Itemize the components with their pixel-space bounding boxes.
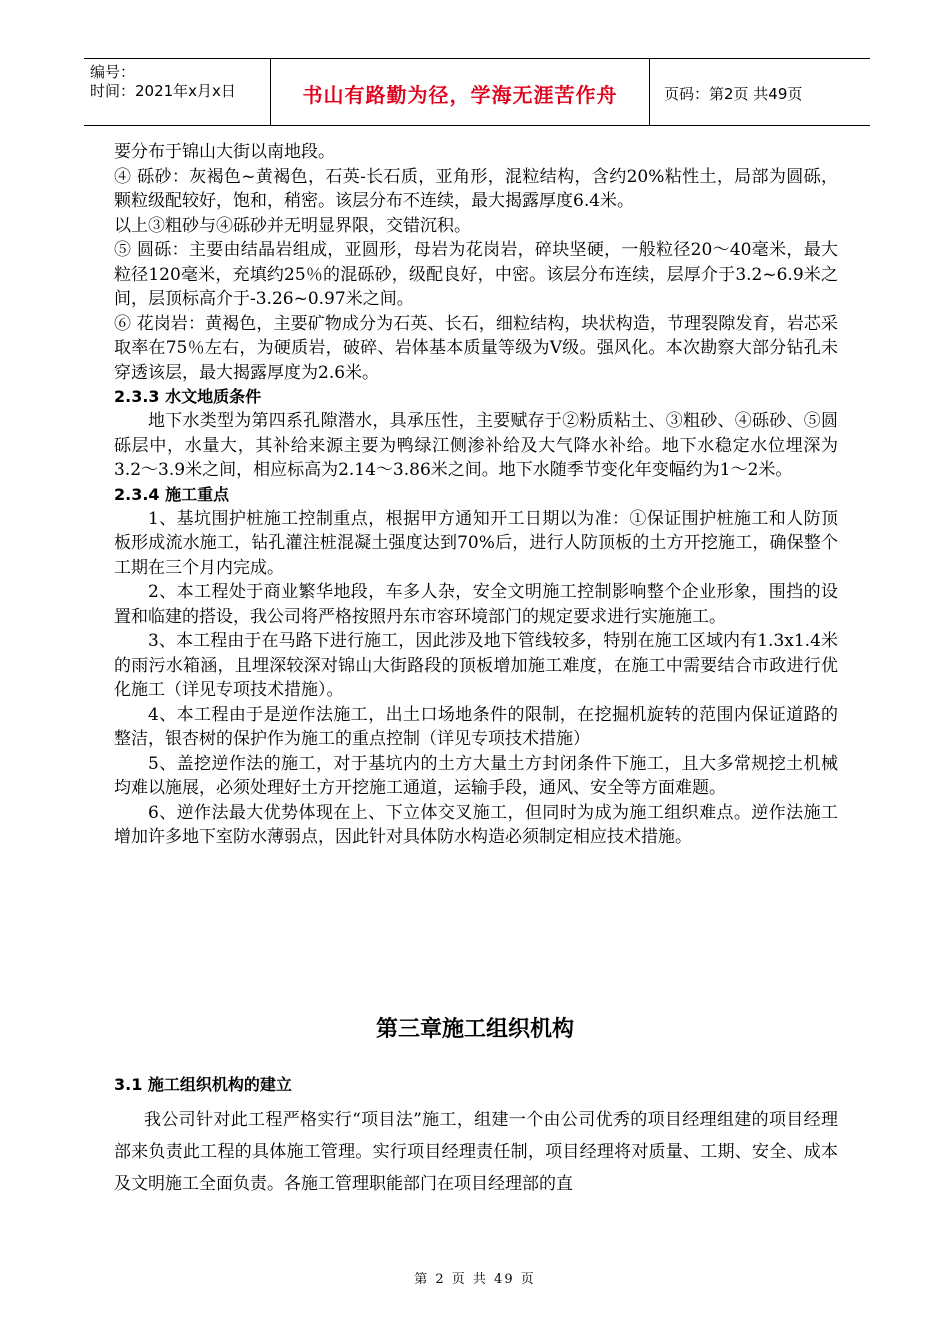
chapter-title: 第三章施工组织机构 [375, 1017, 574, 1042]
section-heading: 2.3.4 施工重点 [114, 484, 230, 504]
paragraph: 我公司针对此工程严格实行“项目法”施工，组建一个由公司优秀的项目经理组建的项目经理部来负责此工程的具体施工管理。实行项目经理责任制，项目经理将对质量、工期、安全、成本及文明施工全面负责。各施工管理职能部门在项目经理部的直 [114, 1110, 838, 1194]
list-item: 1、基坑围护桩施工控制重点，根据甲方通知开工日期以为准：①保证围护桩施工和人防顶板形成流水施工，钻孔灌注桩混凝土强度达到70%后，进行人防顶板的土方开挖施工，确保整个工期在三个月内完成。 [114, 508, 838, 578]
paragraph: 要分布于锦山大街以南地段。 [114, 142, 335, 162]
page-header [84, 58, 870, 126]
paragraph: 以上③粗砂与④砾砂并无明显界限，交错沉积。 [114, 215, 471, 236]
paragraph: 地下水类型为第四系孔隙潜水，具承压性，主要赋存于②粉质粘土、③粗砂、④砾砂、⑤圆砾层中，水量大，其补给来源主要为鸭绿江侧渗补给及大气降水补给。地下水稳定水位埋深为3.2～3.9米之间，相应标高为2.14～3.86米之间。地下水随季节变化年变幅约为1～2米。 [114, 411, 838, 480]
page-info: 页码：第2页 共49页 [664, 85, 803, 103]
chapter-body [114, 1104, 838, 1200]
motto: 书山有路勤为径，学海无涯苦作舟 [302, 83, 618, 107]
list-item: 3、本工程由于在马路下进行施工，因此涉及地下管线较多，特别在施工区域内有1.3x1.4米的雨污水箱涵，且埋深较深对锦山大街路段的顶板增加施工难度，在施工中需要结合市政进行优化施工（详见专项技术措施）。 [114, 631, 838, 700]
document-body [114, 140, 838, 850]
paragraph: ④ 砾砂：灰褐色~黄褐色，石英-长石质，亚角形，混粒结构，含约20%粘性土，局部为圆砾，颗粒级配较好，饱和，稍密。该层分布不连续，最大揭露厚度6.4米。 [114, 166, 838, 211]
page-footer: 第 2 页 共 49 页 [414, 1272, 536, 1287]
section-heading: 3.1 施工组织机构的建立 [114, 1075, 292, 1094]
time-label: 时间：2021年x月x日 [90, 82, 236, 100]
list-item: 5、盖挖逆作法的施工，对于基坑内的土方大量土方封闭条件下施工，且大多常规挖土机械均难以施展，必须处理好土方开挖施工通道，运输手段，通风、安全等方面难题。 [114, 753, 838, 798]
paragraph: ⑥ 花岗岩：黄褐色，主要矿物成分为石英、长石，细粒结构，块状构造，节理裂隙发育，岩芯采取率在75％左右，为硬质岩，破碎、岩体基本质量等级为Ⅴ级。强风化。本次勘察大部分钻孔未穿透该层，最大揭露厚度为2.6米。 [114, 313, 838, 383]
paragraph: ⑤ 圆砾：主要由结晶岩组成，亚圆形，母岩为花岗岩，碎块坚硬，一般粒径20～40毫米，最大粒径120毫米，充填约25％的混砾砂，级配良好，中密。该层分布连续，层厚介于3.2~6.9米之间，层顶标高介于-3.26~0.97米之间。 [114, 240, 838, 309]
header-meta-cell [84, 59, 271, 125]
list-item: 4、本工程由于是逆作法施工，出土口场地条件的限制，在挖掘机旋转的范围内保证道路的整洁，银杏树的保护作为施工的重点控制（详见专项技术措施） [114, 704, 838, 749]
section-heading: 2.3.3 水文地质条件 [114, 387, 262, 406]
number-label: 编号： [90, 63, 136, 81]
header-page-cell [650, 59, 870, 125]
list-item: 6、逆作法最大优势体现在上、下立体交叉施工，但同时为成为施工组织难点。逆作法施工增加许多地下室防水薄弱点，因此针对具体防水构造必须制定相应技术措施。 [114, 802, 838, 847]
list-item: 2、本工程处于商业繁华地段，车多人杂，安全文明施工控制影响整个企业形象，围挡的设置和临建的搭设，我公司将严格按照丹东市容环境部门的规定要求进行实施施工。 [114, 582, 838, 627]
header-motto-cell [271, 59, 650, 125]
